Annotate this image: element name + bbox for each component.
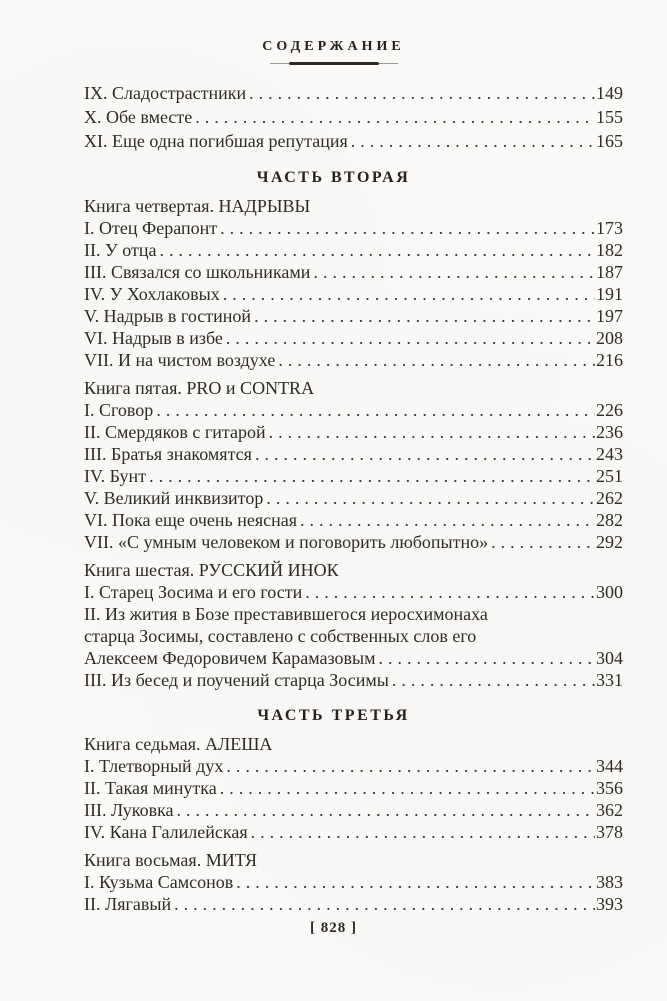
dot-leader <box>379 647 595 669</box>
toc-entry-page: 182 <box>596 240 623 260</box>
toc-entry-label: IV. Бунт <box>84 466 147 486</box>
toc-entry <box>84 239 623 261</box>
toc-entry-label: II. Лягавый <box>84 894 172 914</box>
part-heading-two: ЧАСТЬ ВТОРАЯ <box>256 169 411 186</box>
toc-entry-label: I. Старец Зосима и его гости <box>84 582 303 602</box>
toc-entry-label: VI. Пока еще очень неясная <box>84 510 298 530</box>
toc-entry-page: 216 <box>596 350 623 370</box>
book-group-eight <box>84 849 623 915</box>
toc-entry <box>84 531 623 553</box>
toc-entry-label: II. Такая минутка <box>84 778 217 798</box>
toc-entry <box>84 799 623 821</box>
dot-leader <box>278 349 595 371</box>
toc-entry-label: IV. Кана Галилейская <box>84 822 248 842</box>
toc-entry-page: 197 <box>596 306 623 326</box>
toc-entry <box>84 487 623 509</box>
toc-entry <box>84 755 623 777</box>
dot-leader <box>223 283 595 305</box>
toc-entry-page: 187 <box>596 262 623 282</box>
toc-entry-label: VI. Надрыв в избе <box>84 328 223 348</box>
dot-leader <box>177 799 595 821</box>
toc-entry <box>84 349 623 371</box>
toc-entry-continuation <box>84 603 623 625</box>
toc-entry-label: I. Сговор <box>84 400 154 420</box>
toc-entry-continuation <box>84 625 623 647</box>
book-group-title: Книга восьмая. МИТЯ <box>84 850 258 870</box>
toc-entry-page: 173 <box>596 218 623 238</box>
toc-entry <box>84 129 623 153</box>
toc-entry <box>84 647 623 669</box>
dot-leader <box>236 871 595 893</box>
toc-entry-page: 292 <box>596 532 623 552</box>
dot-leader <box>220 777 595 799</box>
toc-entry <box>84 327 623 349</box>
toc-entry <box>84 421 623 443</box>
toc-entry-label: V. Надрыв в гостиной <box>84 306 252 326</box>
toc-entry <box>84 305 623 327</box>
dot-leader <box>159 239 595 261</box>
toc-entry <box>84 261 623 283</box>
book-group-six <box>84 559 623 691</box>
toc-entry-page: 251 <box>596 466 623 486</box>
toc-entry-label: III. Связался со школьниками <box>84 262 311 282</box>
toc-entry-page: 155 <box>596 107 623 127</box>
toc-entry-label: III. Луковка <box>84 800 174 820</box>
toc-entry-label: II. У отца <box>84 240 157 260</box>
page-number: [ 828 ] <box>310 920 357 936</box>
dot-leader <box>305 581 595 603</box>
dot-leader <box>313 261 595 283</box>
book-group-title: Книга шестая. РУССКИЙ ИНОК <box>84 560 339 580</box>
book-group-title: Книга пятая. PRO и CONTRA <box>84 378 315 398</box>
toc-entry-page: 362 <box>596 800 623 820</box>
toc-entry <box>84 581 623 603</box>
dot-leader <box>255 443 595 465</box>
dot-leader <box>392 669 595 691</box>
toc-entry-page: 226 <box>596 400 623 420</box>
dot-leader <box>249 81 595 105</box>
book-group-five <box>84 377 623 553</box>
dot-leader <box>300 509 595 531</box>
toc-entry-label: Алексеем Федоровичем Карамазовым <box>84 648 376 668</box>
toc-entry-page: 282 <box>596 510 623 530</box>
toc-entry <box>84 777 623 799</box>
page-title: СОДЕРЖАНИЕ <box>262 39 405 54</box>
part-heading-three: ЧАСТЬ ТРЕТЬЯ <box>257 707 410 724</box>
dot-leader <box>156 399 595 421</box>
toc-entry <box>84 105 623 129</box>
book-group-title: Книга четвертая. НАДРЫВЫ <box>84 196 311 216</box>
toc-entry-page: 149 <box>596 83 623 103</box>
toc-entry-label: VII. «С умным человеком и поговорить любопытно» <box>84 532 489 552</box>
toc-entry <box>84 283 623 305</box>
toc-entry-page: 344 <box>596 756 623 776</box>
toc-entry <box>84 465 623 487</box>
dot-leader <box>149 465 595 487</box>
toc-entry-page: 378 <box>596 822 623 842</box>
toc-entry-label: I. Отец Ферапонт <box>84 218 218 238</box>
dot-leader <box>226 755 595 777</box>
toc-entry-page: 304 <box>596 648 623 668</box>
toc-entry <box>84 871 623 893</box>
toc-intro-section <box>84 81 623 153</box>
toc-entry-page: 331 <box>596 670 623 690</box>
dot-leader <box>251 821 595 843</box>
toc-entry-page: 356 <box>596 778 623 798</box>
toc-entry-label: I. Кузьма Самсонов <box>84 872 234 892</box>
dot-leader <box>269 421 595 443</box>
toc-entry-label: IV. У Хохлаковых <box>84 284 220 304</box>
toc-entry-page: 236 <box>596 422 623 442</box>
dot-leader <box>254 305 595 327</box>
table-of-contents <box>84 81 623 915</box>
dot-leader <box>220 217 595 239</box>
toc-entry-label: V. Великий инквизитор <box>84 488 264 508</box>
toc-entry-page: 191 <box>596 284 623 304</box>
book-group-seven <box>84 733 623 843</box>
dot-leader <box>351 129 595 153</box>
toc-entry-label: II. Смердяков с гитарой <box>84 422 266 442</box>
toc-entry-page: 262 <box>596 488 623 508</box>
toc-entry-page: 300 <box>596 582 623 602</box>
dot-leader <box>226 327 595 349</box>
toc-entry-label: III. Из бесед и поучений старца Зосимы <box>84 670 389 690</box>
dot-leader <box>174 893 595 915</box>
toc-entry-page: 243 <box>596 444 623 464</box>
dot-leader <box>195 105 595 129</box>
toc-entry-page: 208 <box>596 328 623 348</box>
toc-entry-label: I. Тлетворный дух <box>84 756 224 776</box>
toc-entry-label: XI. Еще одна погибшая репутация <box>84 131 348 151</box>
header-ornament-rule <box>270 62 398 65</box>
toc-entry <box>84 443 623 465</box>
toc-entry-label: IX. Сладострастники <box>84 83 247 103</box>
toc-entry <box>84 509 623 531</box>
dot-leader <box>266 487 595 509</box>
toc-entry-label: III. Братья знакомятся <box>84 444 252 464</box>
book-group-four <box>84 195 623 371</box>
toc-entry <box>84 893 623 915</box>
toc-entry-label: старца Зосимы, составлено с собственных слов его <box>84 626 477 646</box>
toc-entry-label: II. Из жития в Бозе преставившегося иеросхимонаха <box>84 604 488 624</box>
toc-entry-page: 165 <box>596 131 623 151</box>
ornament-thick-line <box>289 62 379 65</box>
toc-entry-label: X. Обе вместе <box>84 107 193 127</box>
page-header <box>0 0 667 65</box>
toc-entry <box>84 217 623 239</box>
book-group-title: Книга седьмая. АЛЕША <box>84 734 273 754</box>
toc-entry-label: VII. И на чистом воздухе <box>84 350 276 370</box>
toc-entry-page: 383 <box>596 872 623 892</box>
toc-entry-page: 393 <box>596 894 623 914</box>
toc-entry <box>84 821 623 843</box>
toc-entry <box>84 81 623 105</box>
dot-leader <box>491 531 595 553</box>
toc-entry <box>84 669 623 691</box>
toc-entry <box>84 399 623 421</box>
